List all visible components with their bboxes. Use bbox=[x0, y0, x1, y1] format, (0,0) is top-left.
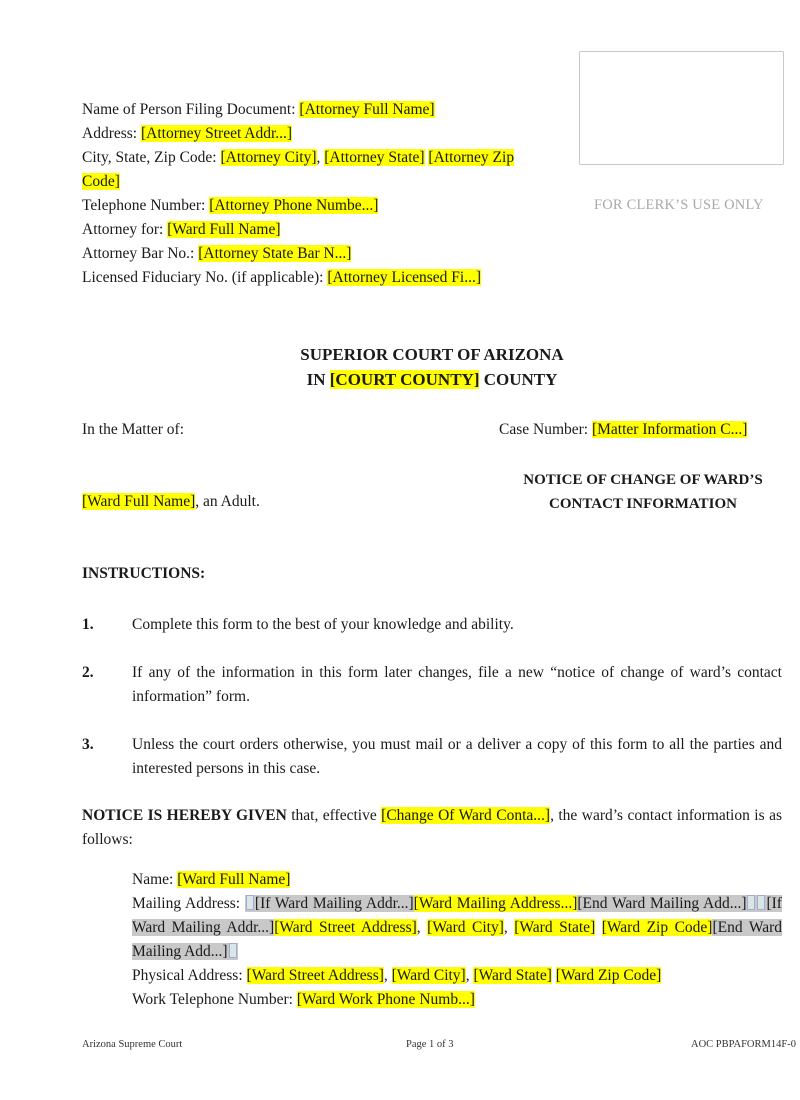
phone-field[interactable]: [Attorney Phone Numbe...] bbox=[209, 197, 379, 214]
court-title bbox=[0, 342, 800, 392]
instruction-item bbox=[82, 733, 782, 781]
physical-street-field[interactable]: [Ward Street Address] bbox=[246, 967, 384, 984]
footer-form-code: AOC PBPAFORM14F-0 bbox=[691, 1039, 796, 1050]
ward-contact-block bbox=[132, 868, 782, 1012]
footer-page-number: Page 1 of 3 bbox=[406, 1039, 454, 1050]
clerk-stamp-box bbox=[579, 51, 784, 165]
attorney-for-line bbox=[82, 218, 562, 242]
fiduciary-label: Licensed Fiduciary No. (if applicable): bbox=[82, 269, 328, 286]
city-field[interactable]: [Attorney City] bbox=[220, 149, 317, 166]
instruction-text: Complete this form to the best of your knowledge and ability. bbox=[132, 616, 514, 633]
case-number-line bbox=[499, 421, 747, 439]
notice-text-pre: that, effective bbox=[286, 807, 382, 824]
phone-label: Telephone Number: bbox=[82, 197, 210, 214]
end-mailing-condition-field[interactable]: [End Ward Mailing Add...] bbox=[577, 895, 747, 912]
case-number-label: Case Number: bbox=[499, 421, 592, 438]
ward-name-field[interactable]: [Ward Full Name] bbox=[82, 493, 196, 510]
physical-address-line: Physical Address: [Ward Street Address], [Ward City], [Ward State] [Ward Zip Code] bbox=[132, 967, 662, 984]
instructions-heading: INSTRUCTIONS: bbox=[82, 565, 206, 582]
phone-line bbox=[82, 194, 562, 218]
state-field[interactable]: [Attorney State] bbox=[324, 149, 425, 166]
bar-number-field[interactable]: [Attorney State Bar N...] bbox=[198, 245, 352, 262]
zip-field-continued[interactable]: Code] bbox=[82, 173, 120, 190]
instruction-number: 1. bbox=[82, 616, 94, 633]
court-title-line1: SUPERIOR COURT OF ARIZONA bbox=[300, 345, 564, 364]
bar-number-label: Attorney Bar No.: bbox=[82, 245, 199, 262]
mailing-address-label: Mailing Address: bbox=[132, 895, 245, 912]
if-mailing-condition-field-2[interactable]: [If Ward Mailing Addr...] bbox=[132, 895, 782, 936]
fiduciary-line bbox=[82, 266, 562, 290]
document-title bbox=[498, 468, 788, 516]
city-state-zip-line: City, State, Zip Code: [Attorney City], [Attorney State] [Attorney Zip bbox=[82, 149, 515, 166]
work-phone-label: Work Telephone Number: bbox=[132, 991, 297, 1008]
instruction-item bbox=[82, 661, 782, 709]
physical-zip-field[interactable]: [Ward Zip Code] bbox=[555, 967, 662, 984]
court-title-line2 bbox=[0, 367, 800, 392]
notice-bold-text: NOTICE IS HEREBY GIVEN bbox=[82, 807, 287, 824]
case-number-field[interactable]: [Matter Information C...] bbox=[591, 421, 748, 438]
address-field[interactable]: [Attorney Street Addr...] bbox=[140, 125, 293, 142]
ward-name-label: Name: bbox=[132, 871, 178, 888]
ward-name-line bbox=[132, 868, 782, 892]
instruction-number: 2. bbox=[82, 664, 94, 681]
mailing-street-field[interactable]: [Ward Street Address] bbox=[274, 919, 417, 936]
filer-name-field[interactable]: [Attorney Full Name] bbox=[299, 101, 435, 118]
court-county-suffix: COUNTY bbox=[479, 370, 558, 389]
effective-date-field[interactable]: [Change Of Ward Conta...] bbox=[381, 807, 551, 824]
end-mailing-condition-field-2[interactable]: [End Ward Mailing Add...] bbox=[132, 919, 783, 960]
filer-name-label: Name of Person Filing Document: bbox=[82, 101, 300, 118]
physical-address-label: Physical Address: bbox=[132, 967, 247, 984]
in-the-matter-label: In the Matter of: bbox=[82, 421, 185, 438]
notice-paragraph bbox=[82, 804, 782, 852]
clerk-use-label: FOR CLERK’S USE ONLY bbox=[594, 197, 764, 213]
document-title-line2: CONTACT INFORMATION bbox=[549, 496, 737, 512]
ward-caption bbox=[82, 493, 260, 511]
work-phone-field[interactable]: [Ward Work Phone Numb...] bbox=[296, 991, 475, 1008]
footer-left: Arizona Supreme Court bbox=[82, 1039, 183, 1050]
mailing-address-field[interactable]: [Ward Mailing Address...] bbox=[413, 895, 578, 912]
zip-field[interactable]: [Attorney Zip bbox=[428, 149, 515, 166]
mailing-city-field[interactable]: [Ward City] bbox=[427, 919, 504, 936]
attorney-for-field[interactable]: [Ward Full Name] bbox=[167, 221, 281, 238]
physical-state-field[interactable]: [Ward State] bbox=[473, 967, 552, 984]
field-marker-icon bbox=[246, 895, 254, 910]
court-in-text: IN bbox=[306, 370, 330, 389]
instruction-item bbox=[82, 613, 782, 637]
instruction-number: 3. bbox=[82, 736, 94, 753]
csz-label: City, State, Zip Code: bbox=[82, 149, 221, 166]
instruction-text: If any of the information in this form later changes, file a new “notice of change of ward’s contact information” form. bbox=[132, 664, 782, 705]
filer-name-line bbox=[82, 98, 562, 122]
field-marker-icon bbox=[747, 895, 755, 910]
fiduciary-field[interactable]: [Attorney Licensed Fi...] bbox=[327, 269, 482, 286]
if-mailing-condition-field[interactable]: [If Ward Mailing Addr...] bbox=[254, 895, 414, 912]
instruction-text: Unless the court orders otherwise, you must mail or a deliver a copy of this form to all the parties and interested persons in this case. bbox=[132, 736, 782, 777]
address-label: Address: bbox=[82, 125, 141, 142]
field-marker-icon bbox=[757, 895, 765, 910]
address-line bbox=[82, 122, 562, 146]
filer-info-block bbox=[82, 98, 562, 290]
contact-ward-name-field[interactable]: [Ward Full Name] bbox=[177, 871, 291, 888]
bar-number-line bbox=[82, 242, 562, 266]
court-county-field[interactable]: [COURT COUNTY] bbox=[329, 370, 480, 389]
zip-continuation-line bbox=[82, 170, 562, 194]
mailing-state-field[interactable]: [Ward State] bbox=[514, 919, 596, 936]
field-marker-icon bbox=[229, 943, 237, 958]
physical-city-field[interactable]: [Ward City] bbox=[391, 967, 466, 984]
work-phone-line bbox=[132, 988, 782, 1012]
attorney-for-label: Attorney for: bbox=[82, 221, 168, 238]
ward-adult-text: , an Adult. bbox=[195, 493, 260, 510]
mailing-zip-field[interactable]: [Ward Zip Code] bbox=[601, 919, 713, 936]
document-title-line1: NOTICE OF CHANGE OF WARD’S bbox=[523, 472, 763, 488]
mailing-address-line: Mailing Address: [If Ward Mailing Addr...][Ward Mailing Address...][End Ward Mailing Add...] [If Ward Mailing Addr...][Ward Street Address], [Ward City], [Ward State] [Ward Zip Code][End Ward Mailing Add...] bbox=[132, 895, 783, 960]
notice-text-post: , the ward’s contact information is as follows: bbox=[82, 807, 782, 848]
